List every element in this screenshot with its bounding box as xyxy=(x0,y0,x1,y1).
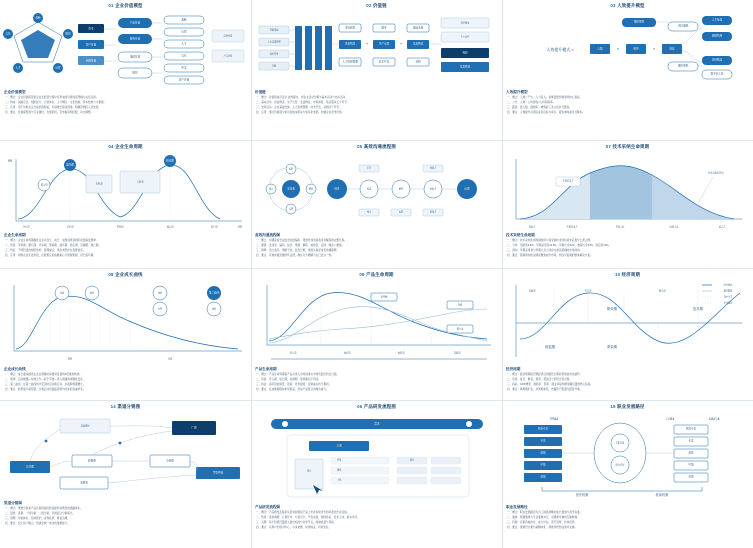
panel-01-title: 01 企业价值模型 xyxy=(108,3,143,8)
svg-text:渠道价值: 渠道价值 xyxy=(129,55,141,59)
svg-text:衰退期: 衰退期 xyxy=(453,352,461,355)
panel-01-diagram xyxy=(0,10,251,88)
svg-text:人才: 人才 xyxy=(15,66,21,70)
svg-text:品牌价值: 品牌价值 xyxy=(85,59,97,63)
svg-text:噪音: 噪音 xyxy=(268,188,274,191)
panel-10-chart xyxy=(502,279,753,365)
svg-text:资本: 资本 xyxy=(88,27,94,31)
panel-04-notes: 一、概念：企业生命周期描述企业从创立、成长、成熟到衰退的阶段性演变规律。 二、阶段：孕育期、婴儿期、学步期、青春期、盛年期、稳定期、官僚期、衰亡期。 三、特征：不同阶段的组织结构、管理重点、风险类型存在显著差异。 四、应用：判断企业所处阶段，匹配相应的战略重心与管理机制，延长盛年期。 xyxy=(5,239,101,258)
svg-text:晚期大众: 晚期大众 xyxy=(669,226,679,229)
panel-14-notes: 一、概念：渠道分销是产品从制造端流转到最终消费者的通路体系。 二、层级：直销、一级分销、二级分销、多级混合分销模式。 三、管理：价格体系、区域保护、返利政策、窜货治理。 四、要点：线上线下融合，构建全域一体化的渠道能力。 xyxy=(5,507,83,526)
svg-text:专家: 专家 xyxy=(688,439,694,443)
svg-text:运营: 运营 xyxy=(181,30,187,34)
panel-09 xyxy=(251,268,502,400)
svg-text:早期采用者: 早期采用者 xyxy=(562,180,574,183)
panel-07-chart xyxy=(502,151,753,231)
svg-text:上线: 上线 xyxy=(337,479,342,482)
svg-text:创新者: 创新者 xyxy=(528,226,536,229)
svg-text:接收者: 接收者 xyxy=(429,167,437,170)
svg-text:成长: 成长 xyxy=(89,292,95,295)
panel-05 xyxy=(251,140,502,268)
panel-15-notes: 一、概念：职业发展路径为员工提供清晰的成长通道与晋升标准。 二、通道：管理通道与专业通道并行，双通道可横向互通转换。 三、机制：任职资格体系、能力评估、晋升答辩、轮岗培养。 四、要点：通道设计要与薪酬体系、绩效考核形成闭环支撑。 xyxy=(507,511,583,530)
panel-06 xyxy=(251,400,502,548)
svg-text:解码: 解码 xyxy=(398,188,404,191)
svg-text:迭代: 迭代 xyxy=(409,459,415,462)
panel-02 xyxy=(251,0,502,140)
svg-text:组织架构: 组织架构 xyxy=(633,20,645,24)
svg-text:衰退期: 衰退期 xyxy=(528,290,536,293)
svg-text:人才: 人才 xyxy=(181,42,187,46)
panel-05-diagram xyxy=(251,151,502,231)
panel-08-notes: 一、概念：成长曲线描述企业业绩随时间推进呈现的S型演进轨迹。 二、规律：启动缓慢—快速上升—趋于平缓—进入衰减的周期性变化。 三、第二曲线：在第一曲线尚未见顶时启动新业务，实现跨周期增长。 四、要点：转型窗口期有限，过晚启动将面临资源与时间的双重约束。 xyxy=(5,373,86,392)
svg-text:发送者: 发送者 xyxy=(287,187,295,191)
svg-text:盛年期: 盛年期 xyxy=(66,163,74,167)
svg-text:规模: 规模 xyxy=(7,160,13,163)
svg-text:任职资格: 任职资格 xyxy=(615,442,625,445)
panel-06-notes: 一、概念：产品研发流程是从需求洞察到产品上市并持续迭代的标准化作业流程。 二、阶段：需求调研、立项评审、方案设计、开发实现、测试验证、发布上线、版本迭代。 三、关键：每个阶段设置准入准出标准与评审节点，控制质量与风险。 四、要点：以用户价值为中心，小步快跑、快速验证、持续优化。 xyxy=(256,511,360,530)
svg-text:专业通道: 专业通道 xyxy=(665,418,675,421)
svg-text:管理通道: 管理通道 xyxy=(549,418,559,421)
svg-text:企业盈利: 企业盈利 xyxy=(723,302,733,305)
svg-text:通货膨胀: 通货膨胀 xyxy=(723,290,733,293)
panel-02-notes: 一、概念：价值链由迈克尔·波特提出，把企业活动分解为基本活动与支持活动。 二、基本活动：进货物流、生产运营、发货物流、市场销售、售后服务五个环节。 三、支持活动：企业基础设施、人力资源管理、技术开发、采购四个环节。 四、应用：通过价值链分析识别成本驱动与差异化来源，构建企业竞争优势。 xyxy=(256,96,350,115)
svg-text:衰亡期: 衰亡期 xyxy=(210,226,218,229)
svg-text:轮岗机制: 轮岗机制 xyxy=(655,492,669,497)
svg-text:基础设施: 基础设施 xyxy=(412,26,424,30)
svg-text:经销商: 经销商 xyxy=(88,459,96,463)
panel-08-chart xyxy=(0,279,251,365)
svg-text:成熟: 成熟 xyxy=(211,308,217,311)
svg-text:经济增长: 经济增长 xyxy=(723,284,733,287)
svg-text:+: + xyxy=(399,41,403,47)
panel-08-title: 08 企业成长曲线 xyxy=(108,272,143,277)
svg-text:技术开发: 技术开发 xyxy=(378,60,390,64)
panel-03-diagram xyxy=(502,10,753,88)
svg-text:品牌价值: 品牌价值 xyxy=(223,35,233,38)
svg-text:时间: 时间 xyxy=(67,358,73,361)
svg-text:总代理: 总代理 xyxy=(26,465,34,469)
panel-04-chart xyxy=(0,151,251,231)
svg-text:分销商: 分销商 xyxy=(166,459,174,463)
svg-text:技术采纳的鸿沟: 技术采纳的鸿沟 xyxy=(708,172,724,175)
panel-15-section-label: 职业发展路径 xyxy=(506,505,528,509)
panel-06-section-label: 产品研发流程图 xyxy=(255,505,281,509)
panel-10 xyxy=(502,268,753,400)
panel-05-section-label: 高效沟通流程图 xyxy=(255,233,281,237)
panel-06-diagram xyxy=(251,411,502,503)
svg-text:组织: 组织 xyxy=(132,71,138,75)
svg-text:繁荣期: 繁荣期 xyxy=(658,290,666,293)
svg-text:青春期: 青春期 xyxy=(116,226,124,229)
svg-text:效率: 效率 xyxy=(633,47,639,51)
panel-02-title: 02 价值链 xyxy=(366,3,387,8)
column-divider-2 xyxy=(502,0,503,548)
svg-text:发货物流: 发货物流 xyxy=(459,65,471,69)
svg-text:繁荣期: 繁荣期 xyxy=(606,306,618,311)
svg-text:利率水平: 利率水平 xyxy=(723,296,733,299)
svg-text:中级: 中级 xyxy=(540,463,546,467)
svg-text:技术开发: 技术开发 xyxy=(269,53,279,56)
svg-text:×: × xyxy=(652,46,656,52)
svg-text:发货物流: 发货物流 xyxy=(412,42,424,46)
svg-text:稳定期: 稳定期 xyxy=(166,159,174,163)
svg-text:成熟期: 成熟期 xyxy=(397,352,405,355)
panel-06-title: 06 产品研发流程图 xyxy=(357,404,396,409)
panel-01-notes: 一、概念：企业价值模型是企业在经营过程中所形成的价值创造逻辑与关系总和。 二、构成：战略定位、组织能力、运营体系、人才梯队、文化机制、资本结构六大要素。 三、应用：用于诊断企业当前价值短板，识别增长驱动因素，明确资源投入优先级。 四、要点：价值模型需与行业属性、发展阶段、竞争格局相匹配，动态调整。 xyxy=(5,96,107,115)
panel-02-section-label: 价值链 xyxy=(255,90,266,94)
svg-text:中级: 中级 xyxy=(688,463,694,467)
svg-text:激励机制: 激励机制 xyxy=(711,34,723,38)
svg-text:信息: 信息 xyxy=(366,167,372,170)
panel-08-section-label: 企业成长曲线 xyxy=(4,367,26,371)
svg-text:衰退期: 衰退期 xyxy=(544,344,556,349)
svg-text:销售额: 销售额 xyxy=(380,296,388,299)
svg-text:战略: 战略 xyxy=(181,18,187,22)
panel-09-chart xyxy=(251,279,502,365)
svg-text:人力资源管理: 人力资源管理 xyxy=(267,41,281,44)
svg-text:青春期: 青春期 xyxy=(95,183,103,186)
svg-text:编码: 编码 xyxy=(398,211,404,214)
svg-text:利润: 利润 xyxy=(462,51,468,55)
panel-05-notes: 一、概念：沟通是信息由发送者经编码、渠道传递至接收者并解码的完整过程。 二、要素：发送者、编码、信息、渠道、解码、接收者、反馈、噪音八要素。 三、障碍：语义差异、情绪干扰、信息过载、渠道失真是常见沟通障碍。 四、要点：有效沟通需要闭环反馈，确认对方理解与自己表达一致。 xyxy=(256,239,347,258)
svg-text:生产运营: 生产运营 xyxy=(378,42,390,46)
svg-text:学步期: 学步期 xyxy=(66,226,74,229)
svg-text:噪音: 噪音 xyxy=(366,211,372,214)
panel-02-diagram xyxy=(251,10,502,88)
svg-text:培训赋能: 培训赋能 xyxy=(711,58,723,62)
svg-text:复苏期: 复苏期 xyxy=(584,290,592,293)
svg-text:复苏期: 复苏期 xyxy=(692,306,704,311)
svg-text:萧条期: 萧条期 xyxy=(606,344,618,349)
svg-text:进货物流: 进货物流 xyxy=(344,42,356,46)
svg-text:资深专家: 资深专家 xyxy=(537,427,549,431)
svg-text:设计: 设计 xyxy=(306,470,312,473)
column-divider-1 xyxy=(251,0,252,548)
panel-07-notes: 一、概念：技术采纳生命周期按用户接受新技术的时间先后划分五类人群。 二、分布：创新者2.5%、早期采用者13.5%、早期大众34%、晚期大众34%、落后者16%。 三、鸿沟：早期采用者与早期大众之间存在难以跨越的市场鸿沟。 四、要点：跨越鸿沟的关键是聚焦细分市场，形成可复制的整体解决方案。 xyxy=(507,239,612,258)
svg-text:利润: 利润 xyxy=(457,304,463,307)
svg-text:人力资源管理: 人力资源管理 xyxy=(342,60,358,64)
svg-text:客户价值: 客户价值 xyxy=(178,78,190,82)
svg-text:高级: 高级 xyxy=(688,451,694,455)
svg-text:早期大众: 早期大众 xyxy=(615,226,625,229)
svg-text:稳定期: 稳定期 xyxy=(166,226,174,229)
svg-text:客户价值: 客户价值 xyxy=(85,43,97,47)
panel-10-title: 10 经济周期 xyxy=(614,272,641,277)
svg-text:消费者: 消费者 xyxy=(80,481,88,485)
svg-text:渠道: 渠道 xyxy=(366,188,372,191)
svg-text:落后者: 落后者 xyxy=(718,226,726,229)
svg-text:能力评估: 能力评估 xyxy=(615,464,625,467)
svg-text:生产运营: 生产运营 xyxy=(460,36,470,39)
svg-text:开发: 开发 xyxy=(337,459,342,462)
svg-text:解码: 解码 xyxy=(308,188,314,191)
svg-text:资深专家: 资深专家 xyxy=(685,427,697,431)
svg-text:初创: 初创 xyxy=(59,292,65,295)
panel-09-notes: 一、概念：产品生命周期指产品从进入市场到退出市场所经历的全过程。 二、阶段：导入期、成长期、成熟期、衰退期四个阶段。 三、特征：各阶段的销量、利润、竞争强度、营销重点均不相同。 四、要点：在成熟期提前布局新品，形成产品组合的梯次接力。 xyxy=(256,373,339,392)
svg-text:婴儿期: 婴儿期 xyxy=(40,184,48,187)
svg-text:组织架构: 组织架构 xyxy=(677,64,689,68)
svg-text:专家: 专家 xyxy=(540,439,546,443)
svg-text:导入期: 导入期 xyxy=(289,352,297,355)
svg-text:早期采用者: 早期采用者 xyxy=(566,226,578,229)
svg-text:官僚期: 官僚期 xyxy=(136,181,144,184)
panel-10-section-label: 经济周期 xyxy=(506,367,521,371)
panel-04-section-label: 企业生命周期 xyxy=(4,233,26,237)
svg-text:需求: 需求 xyxy=(374,422,380,426)
svg-text:孕育期: 孕育期 xyxy=(22,226,30,229)
svg-text:立项: 立项 xyxy=(336,444,342,448)
svg-text:接收者: 接收者 xyxy=(429,188,437,191)
panel-15 xyxy=(502,400,753,548)
panel-04-title: 04 企业生命周期 xyxy=(108,144,143,149)
svg-text:文化: 文化 xyxy=(181,54,187,58)
svg-text:初级: 初级 xyxy=(540,475,546,479)
svg-text:服务价值: 服务价值 xyxy=(129,37,141,41)
svg-text:厂商: 厂商 xyxy=(191,426,197,430)
panel-15-title: 15 职业发展路径 xyxy=(610,404,645,409)
svg-text:文化: 文化 xyxy=(5,32,11,36)
svg-text:产品价值: 产品价值 xyxy=(223,55,233,58)
panel-14 xyxy=(0,400,251,548)
svg-text:产品价值: 产品价值 xyxy=(129,21,141,25)
panel-01 xyxy=(0,0,251,140)
panel-14-diagram xyxy=(0,411,251,499)
svg-text:运营: 运营 xyxy=(55,66,61,70)
svg-text:服务: 服务 xyxy=(381,26,387,30)
svg-text:×: × xyxy=(616,46,620,52)
svg-text:反馈: 反馈 xyxy=(464,187,470,191)
svg-text:资本: 资本 xyxy=(181,66,187,70)
panel-03-notes: 一、概念：人效＝产出／人力投入，是衡量组织效率的核心指标。 二、公式：人效＝人均营收×人均利润率。 三、路径：控人数、提效率、增效能三条主线并行推进。 四、要点：人效提升必须以业务目标为牵引，避免单纯裁员式降本。 xyxy=(507,96,585,115)
svg-text:测试: 测试 xyxy=(337,469,342,472)
svg-text:高级: 高级 xyxy=(540,451,546,455)
svg-text:人效提升模式 =: 人效提升模式 = xyxy=(546,47,574,53)
svg-text:转型: 转型 xyxy=(157,308,163,311)
svg-text:时间: 时间 xyxy=(237,226,243,229)
panel-07-title: 07 技术采纳生命周期 xyxy=(605,144,650,149)
svg-text:反馈: 反馈 xyxy=(288,208,294,211)
svg-text:岗位编制: 岗位编制 xyxy=(677,24,689,28)
panel-14-title: 14 渠道分销图 xyxy=(110,404,141,409)
svg-text:成熟: 成熟 xyxy=(157,292,163,295)
svg-text:双通道互通: 双通道互通 xyxy=(708,418,720,421)
svg-text:效能: 效能 xyxy=(669,47,675,51)
panel-03-section-label: 人效提升模型 xyxy=(506,90,528,94)
svg-text:进货物流: 进货物流 xyxy=(460,22,470,25)
svg-text:初级: 初级 xyxy=(688,475,694,479)
panel-08 xyxy=(0,268,251,400)
panel-07-section-label: 技术采纳生命周期 xyxy=(506,233,535,237)
svg-text:业绩: 业绩 xyxy=(167,358,173,361)
svg-text:人才标准: 人才标准 xyxy=(711,18,723,22)
svg-text:市场销售: 市场销售 xyxy=(344,26,356,30)
svg-text:晋升机制: 晋升机制 xyxy=(575,492,589,497)
panel-03-title: 03 人效提升模型 xyxy=(610,3,645,8)
panel-15-diagram xyxy=(502,411,753,503)
svg-text:现金流: 现金流 xyxy=(456,328,464,331)
svg-text:采购: 采购 xyxy=(415,60,421,64)
panel-09-section-label: 产品生命周期 xyxy=(255,367,277,371)
panel-01-section-label: 企业价值模型 xyxy=(4,90,26,94)
panel-09-title: 09 产品生命周期 xyxy=(359,272,394,277)
svg-text:信息: 信息 xyxy=(334,187,340,191)
svg-text:人数: 人数 xyxy=(597,47,603,51)
svg-text:战略: 战略 xyxy=(35,16,41,20)
svg-text:基础设施: 基础设施 xyxy=(269,29,279,32)
svg-text:第二曲线: 第二曲线 xyxy=(208,291,220,295)
panel-03 xyxy=(502,0,753,140)
svg-text:采购: 采购 xyxy=(271,65,277,68)
svg-text:组织: 组织 xyxy=(65,32,71,36)
svg-text:数字化工具: 数字化工具 xyxy=(710,72,724,76)
svg-text:渠道规划: 渠道规划 xyxy=(80,425,90,428)
svg-text:零售终端: 零售终端 xyxy=(212,471,224,475)
svg-text:成长期: 成长期 xyxy=(343,352,351,355)
panel-04 xyxy=(0,140,251,268)
panel-10-notes: 一、概念：经济周期指宏观经济活动围绕长期趋势的波动性循环。 二、阶段：复苏、繁荣、衰退、萧条四个阶段交替出现。 三、指标：GDP增速、通胀率、利率、就业率是判断周期位置的核心指标。 四、要点：顺周期扩张、逆周期布局，把握资产配置与经营节奏。 xyxy=(507,373,594,392)
svg-text:发送者: 发送者 xyxy=(429,211,437,214)
svg-text:+: + xyxy=(365,41,369,47)
panel-07 xyxy=(502,140,753,268)
panel-05-title: 05 高效沟通流程图 xyxy=(357,144,396,149)
svg-text:编码: 编码 xyxy=(288,168,294,171)
panel-14-section-label: 渠道分销图 xyxy=(4,501,22,505)
